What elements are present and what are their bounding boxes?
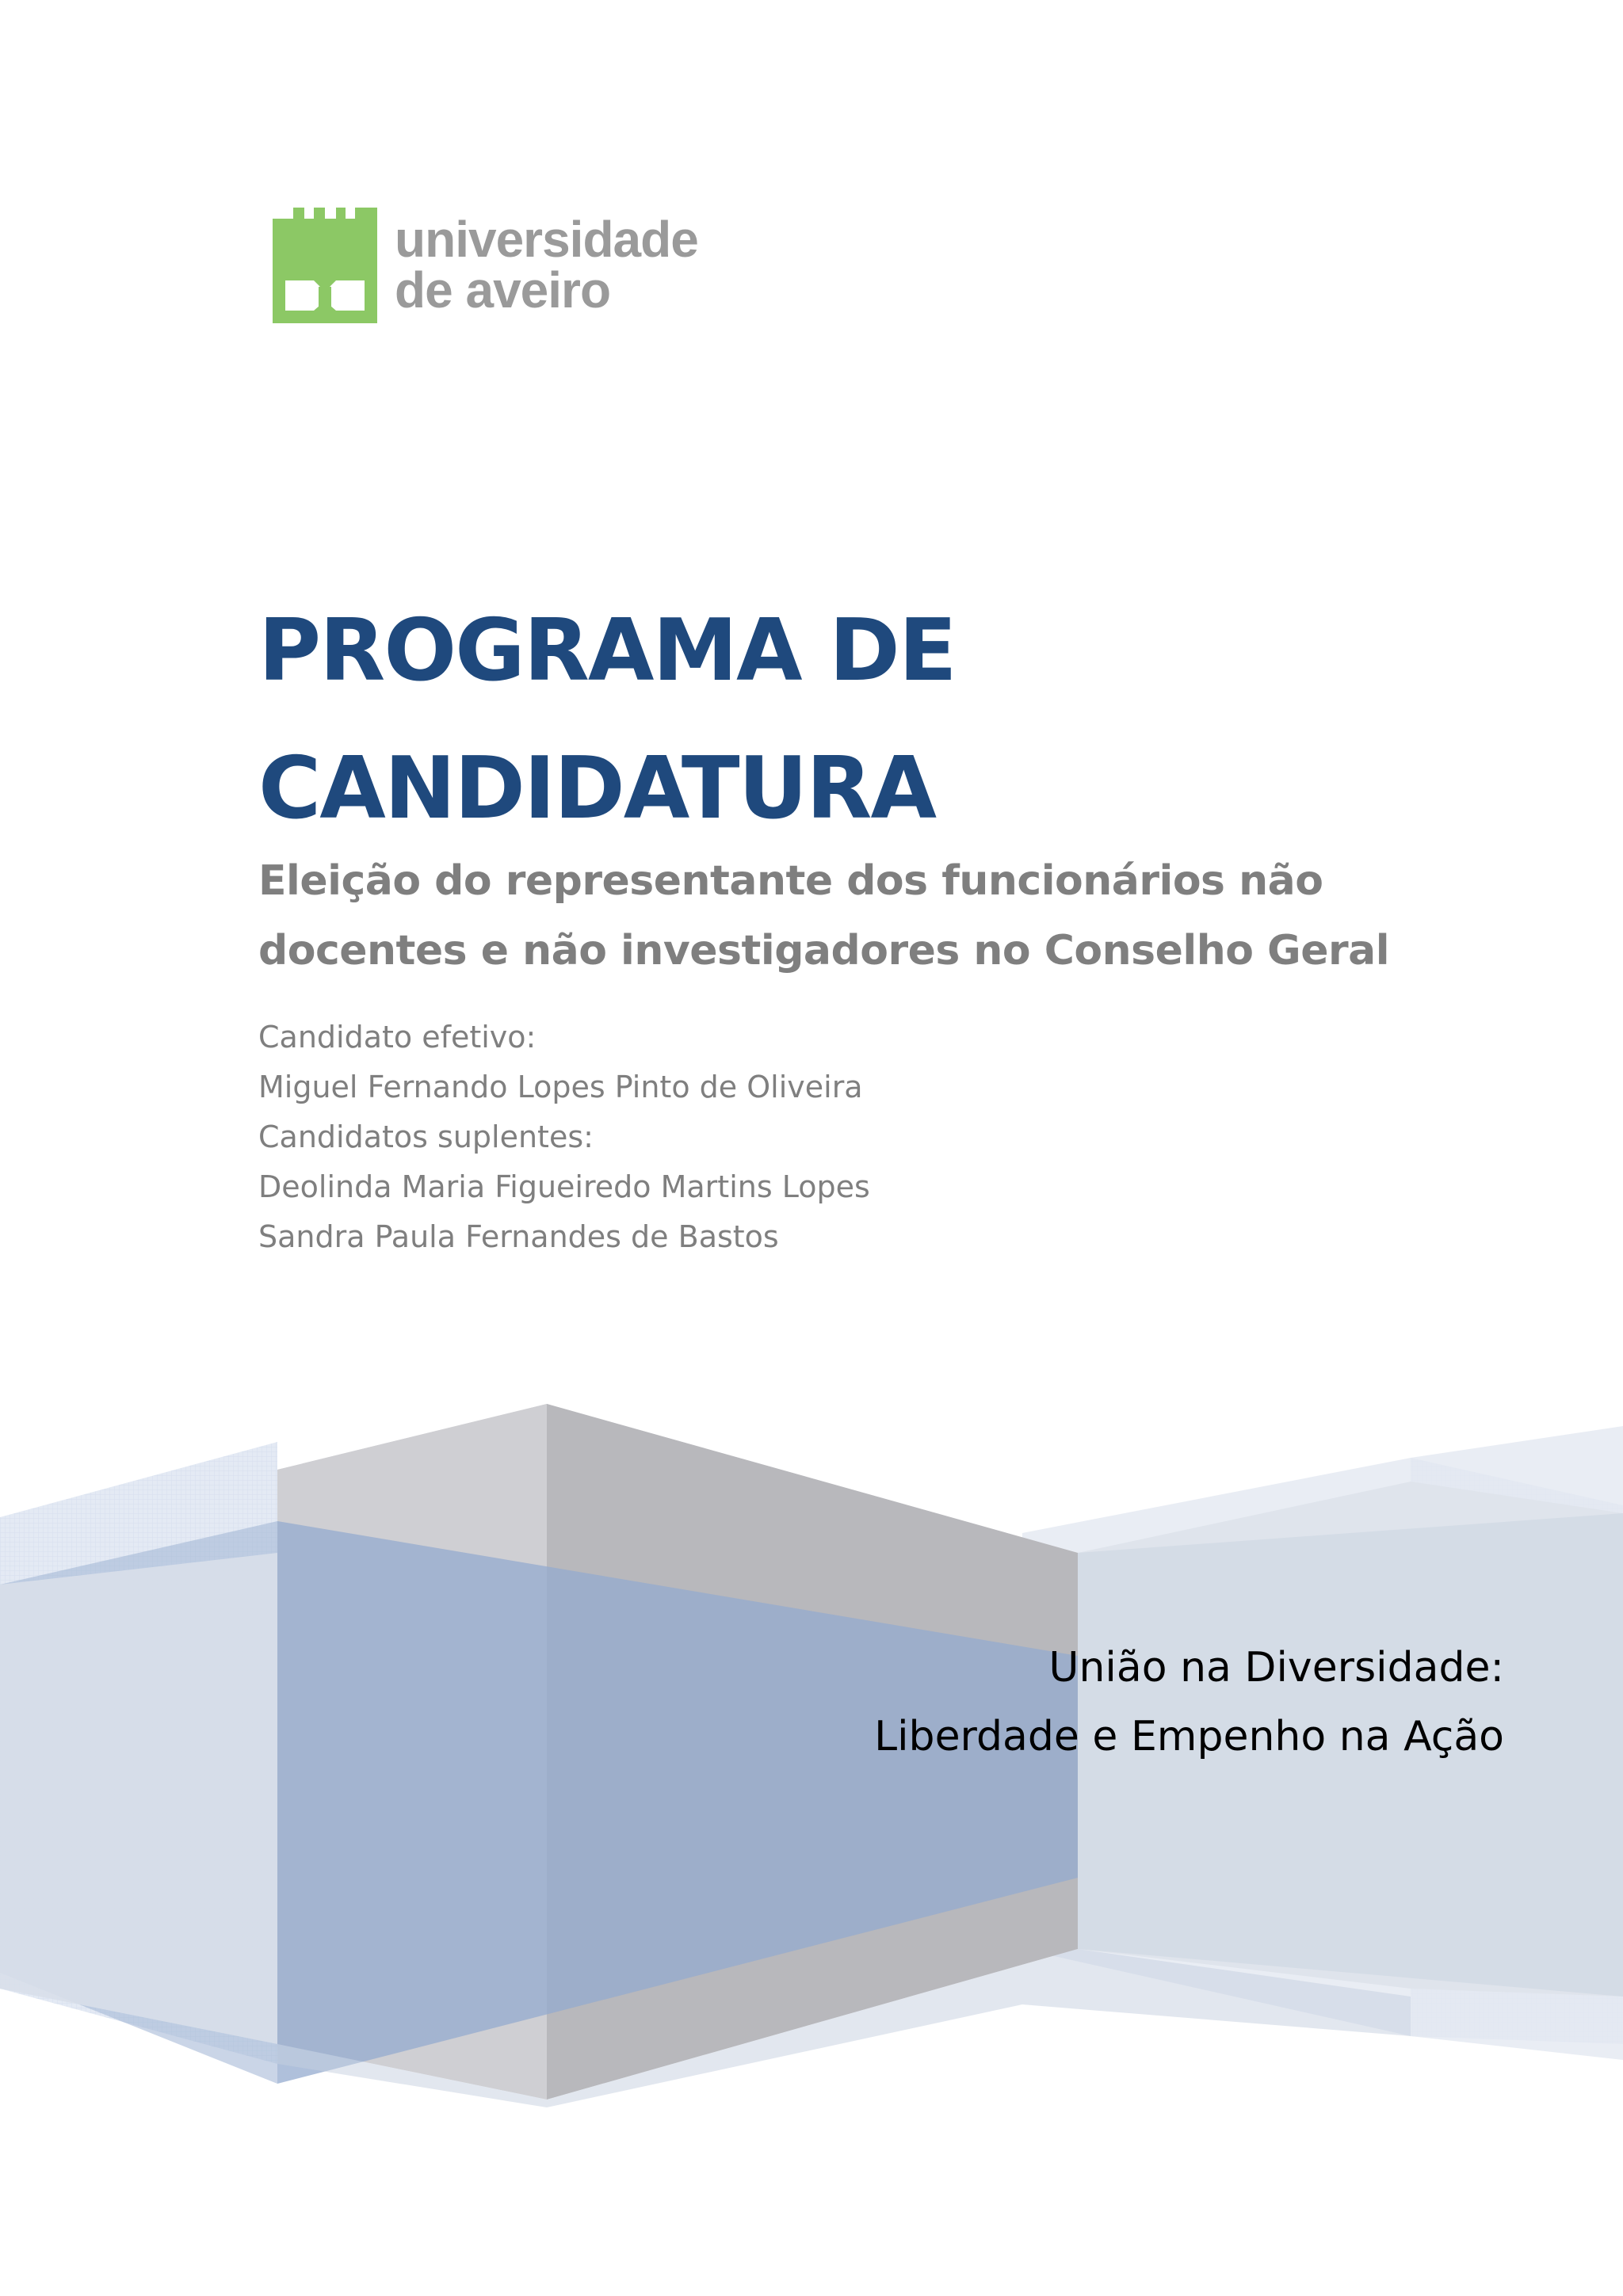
title-line-1: PROGRAMA DE	[258, 601, 956, 700]
document-title	[258, 582, 956, 858]
title-line-2: CANDIDATURA	[258, 739, 936, 838]
alternate-candidates-label: Candidatos suplentes:	[258, 1119, 594, 1154]
university-tower-icon	[269, 208, 380, 326]
motto	[874, 1634, 1504, 1772]
subtitle-line-2: docentes e não investigadores no Conselho Geral	[258, 927, 1390, 974]
effective-candidate-name: Miguel Fernando Lopes Pinto de Oliveira	[258, 1070, 863, 1104]
effective-candidate-label: Candidato efetivo:	[258, 1020, 537, 1055]
logo-wordmark	[395, 211, 698, 318]
logo-line-2: de aveiro	[395, 261, 611, 318]
logo-line-1: universidade	[395, 211, 698, 268]
motto-line-1: União na Diversidade:	[1048, 1644, 1504, 1691]
candidates-block	[258, 1013, 870, 1262]
alternate-candidate-1: Deolinda Maria Figueiredo Martins Lopes	[258, 1169, 870, 1204]
subtitle-line-1: Eleição do representante dos funcionários não	[258, 857, 1323, 905]
motto-line-2: Liberdade e Empenho na Ação	[874, 1713, 1504, 1760]
document-subtitle	[258, 846, 1390, 986]
university-logo	[269, 208, 705, 326]
alternate-candidate-2: Sandra Paula Fernandes de Bastos	[258, 1219, 779, 1254]
banner-shape-left-panel	[0, 1553, 277, 2044]
